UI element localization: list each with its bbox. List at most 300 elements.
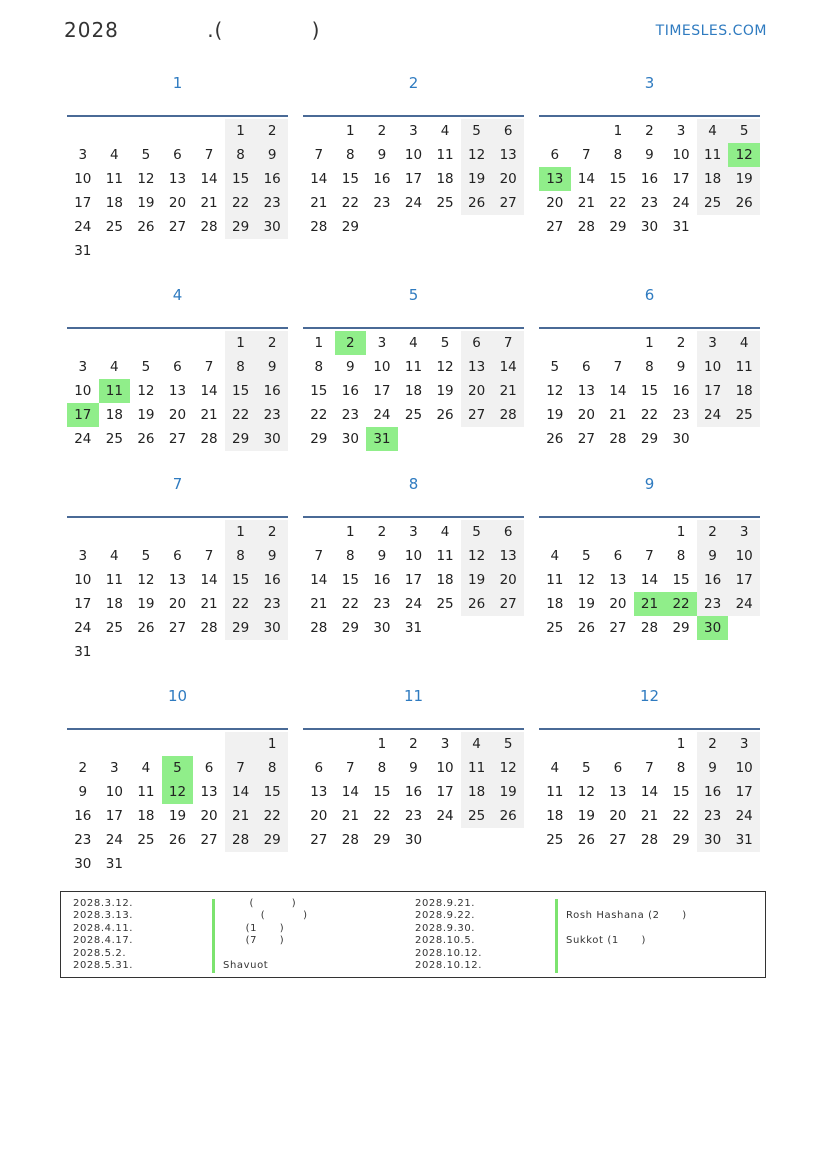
day-cell: 26 xyxy=(168,832,187,848)
day-cell: 8 xyxy=(645,359,654,375)
day-cell: 24 xyxy=(74,219,92,235)
day-cell: 16 xyxy=(404,784,423,800)
day-cell: 19 xyxy=(577,596,595,612)
empty-cell xyxy=(130,852,162,876)
day-cell: 22 xyxy=(256,804,288,828)
day-cell: 4 xyxy=(110,548,119,564)
day-cell: 8 xyxy=(346,147,355,163)
day-cell: 6 xyxy=(613,548,623,564)
empty-cell xyxy=(162,520,194,544)
day-cell: 19 xyxy=(577,808,595,824)
day-cell: 7 xyxy=(204,147,214,163)
day-cell: 7 xyxy=(346,760,355,776)
day-cell: 18 xyxy=(137,808,155,824)
day-cell: 10 xyxy=(74,171,92,187)
day-cell: 1 xyxy=(346,123,355,139)
day-cell: 28 xyxy=(577,219,595,235)
day-cell: 13 xyxy=(168,383,187,399)
day-cell: 9 xyxy=(377,147,387,163)
day-cell: 14 xyxy=(310,171,328,187)
day-cell: 10 xyxy=(672,147,690,163)
empty-cell xyxy=(162,852,194,876)
empty-cell xyxy=(539,119,571,143)
day-cell: 1 xyxy=(613,123,623,139)
day-cell: 27 xyxy=(200,832,218,848)
day-cell: 24 xyxy=(404,596,423,612)
day-cell: 7 xyxy=(492,331,524,355)
day-cell: 17 xyxy=(728,780,760,804)
day-cell: 8 xyxy=(225,355,257,379)
day-cell: 5 xyxy=(461,119,493,143)
empty-cell xyxy=(162,640,194,664)
holiday-day-cell: 13 xyxy=(539,167,571,191)
empty-cell xyxy=(130,119,162,143)
month-6 xyxy=(539,285,760,447)
day-cell: 14 xyxy=(200,383,218,399)
day-cell: 24 xyxy=(728,592,760,616)
day-cell: 29 xyxy=(310,431,328,447)
empty-cell xyxy=(634,520,666,544)
day-cell: 29 xyxy=(341,620,359,636)
day-cell: 2 xyxy=(256,119,288,143)
day-cell: 27 xyxy=(310,832,328,848)
month-days-grid xyxy=(539,327,760,451)
day-cell: 20 xyxy=(168,596,187,612)
day-cell: 23 xyxy=(640,195,659,211)
day-cell: 3 xyxy=(728,520,760,544)
legend-holiday-name: ( ) xyxy=(223,898,297,909)
day-cell: 21 xyxy=(200,596,218,612)
day-cell: 15 xyxy=(609,171,627,187)
day-cell: 10 xyxy=(404,147,423,163)
day-cell: 9 xyxy=(645,147,654,163)
day-cell: 27 xyxy=(609,620,627,636)
day-cell: 6 xyxy=(173,359,182,375)
day-cell: 22 xyxy=(609,195,627,211)
empty-cell xyxy=(193,732,225,756)
empty-cell xyxy=(225,239,257,263)
day-cell: 4 xyxy=(440,524,450,540)
day-cell: 16 xyxy=(373,171,391,187)
day-cell: 21 xyxy=(341,808,359,824)
day-cell: 25 xyxy=(436,596,454,612)
day-cell: 30 xyxy=(640,219,659,235)
day-cell: 30 xyxy=(341,431,359,447)
month-name: 8 xyxy=(408,475,419,493)
day-cell: 5 xyxy=(141,147,151,163)
day-cell: 20 xyxy=(609,596,627,612)
day-cell: 11 xyxy=(105,171,123,187)
day-cell: 29 xyxy=(225,215,257,239)
day-cell: 12 xyxy=(577,572,595,588)
day-cell: 16 xyxy=(697,780,729,804)
empty-cell xyxy=(193,239,225,263)
day-cell: 14 xyxy=(310,572,328,588)
day-cell: 19 xyxy=(137,596,155,612)
empty-cell xyxy=(602,520,634,544)
day-cell: 2 xyxy=(697,732,729,756)
month-name: 7 xyxy=(172,475,183,493)
day-cell: 30 xyxy=(404,832,423,848)
day-cell: 25 xyxy=(436,195,454,211)
day-cell: 6 xyxy=(173,147,182,163)
holiday-day-cell: 2 xyxy=(335,331,367,355)
legend-holiday-name: Sukkot (1 ) xyxy=(566,935,646,947)
day-cell: 2 xyxy=(377,123,387,139)
day-cell: 15 xyxy=(672,784,690,800)
empty-cell xyxy=(225,640,257,664)
day-cell: 25 xyxy=(105,620,123,636)
empty-cell xyxy=(130,239,162,263)
day-cell: 9 xyxy=(697,756,729,780)
day-cell: 19 xyxy=(492,780,524,804)
empty-cell xyxy=(130,520,162,544)
day-cell: 4 xyxy=(550,760,560,776)
day-cell: 30 xyxy=(256,215,288,239)
day-cell: 30 xyxy=(697,828,729,852)
day-cell: 11 xyxy=(137,784,155,800)
day-cell: 20 xyxy=(168,407,187,423)
day-cell: 26 xyxy=(137,620,155,636)
day-cell: 8 xyxy=(256,756,288,780)
empty-cell xyxy=(461,828,493,852)
day-cell: 11 xyxy=(546,572,564,588)
empty-cell xyxy=(256,640,288,664)
day-cell: 31 xyxy=(105,856,123,872)
day-cell: 5 xyxy=(550,359,560,375)
day-cell: 17 xyxy=(728,568,760,592)
day-cell: 8 xyxy=(225,544,257,568)
day-cell: 22 xyxy=(640,407,659,423)
day-cell: 5 xyxy=(141,548,151,564)
empty-cell xyxy=(571,331,603,355)
month-days-grid xyxy=(539,728,760,852)
day-cell: 1 xyxy=(256,732,288,756)
day-cell: 26 xyxy=(577,832,595,848)
day-cell: 18 xyxy=(461,780,493,804)
day-cell: 14 xyxy=(200,572,218,588)
day-cell: 17 xyxy=(404,171,423,187)
day-cell: 30 xyxy=(373,620,391,636)
day-cell: 10 xyxy=(697,355,729,379)
empty-cell xyxy=(99,239,131,263)
day-cell: 27 xyxy=(492,191,524,215)
day-cell: 20 xyxy=(577,407,595,423)
day-cell: 18 xyxy=(436,171,454,187)
day-cell: 27 xyxy=(546,219,564,235)
day-cell: 21 xyxy=(225,804,257,828)
day-cell: 26 xyxy=(137,431,155,447)
day-cell: 28 xyxy=(200,431,218,447)
holiday-day-cell: 30 xyxy=(697,616,729,640)
empty-cell xyxy=(162,119,194,143)
day-cell: 26 xyxy=(492,804,524,828)
empty-cell xyxy=(366,215,398,239)
day-cell: 25 xyxy=(728,403,760,427)
day-cell: 12 xyxy=(137,572,155,588)
day-cell: 10 xyxy=(74,572,92,588)
month-name: 10 xyxy=(167,687,188,705)
legend-holiday-name: (1 ) xyxy=(223,922,285,934)
empty-cell xyxy=(99,732,131,756)
day-cell: 15 xyxy=(672,572,690,588)
day-cell: 9 xyxy=(256,355,288,379)
day-cell: 12 xyxy=(577,784,595,800)
day-cell: 14 xyxy=(640,572,659,588)
day-cell: 3 xyxy=(697,331,729,355)
day-cell: 12 xyxy=(492,756,524,780)
day-cell: 17 xyxy=(697,379,729,403)
month-days-grid xyxy=(67,728,288,876)
day-cell: 16 xyxy=(256,167,288,191)
day-cell: 13 xyxy=(310,784,328,800)
day-cell: 9 xyxy=(377,548,387,564)
day-cell: 22 xyxy=(310,407,328,423)
empty-cell xyxy=(162,331,194,355)
day-cell: 17 xyxy=(672,171,690,187)
day-cell: 31 xyxy=(728,828,760,852)
day-cell: 27 xyxy=(577,431,595,447)
day-cell: 2 xyxy=(409,736,418,752)
day-cell: 31 xyxy=(404,620,423,636)
empty-cell xyxy=(398,215,430,239)
holiday-legend xyxy=(60,891,766,978)
day-cell: 21 xyxy=(200,195,218,211)
day-cell: 30 xyxy=(672,431,690,447)
day-cell: 21 xyxy=(640,808,659,824)
empty-cell xyxy=(67,331,99,355)
day-cell: 12 xyxy=(137,383,155,399)
empty-cell xyxy=(162,239,194,263)
day-cell: 10 xyxy=(74,383,92,399)
day-cell: 8 xyxy=(314,359,324,375)
day-cell: 29 xyxy=(672,620,690,636)
day-cell: 3 xyxy=(78,147,88,163)
empty-cell xyxy=(99,331,131,355)
day-cell: 14 xyxy=(225,780,257,804)
day-cell: 20 xyxy=(492,568,524,592)
day-cell: 13 xyxy=(200,784,218,800)
day-cell: 7 xyxy=(225,756,257,780)
empty-cell xyxy=(571,732,603,756)
day-cell: 21 xyxy=(310,195,328,211)
day-cell: 28 xyxy=(640,620,659,636)
empty-cell xyxy=(728,427,760,451)
day-cell: 5 xyxy=(440,335,450,351)
day-cell: 3 xyxy=(78,548,88,564)
day-cell: 5 xyxy=(141,359,151,375)
day-cell: 23 xyxy=(404,808,423,824)
day-cell: 1 xyxy=(676,524,686,540)
day-cell: 2 xyxy=(697,520,729,544)
day-cell: 22 xyxy=(341,596,359,612)
day-cell: 23 xyxy=(672,407,690,423)
empty-cell xyxy=(492,616,524,640)
empty-cell xyxy=(429,616,461,640)
day-cell: 18 xyxy=(105,407,123,423)
day-cell: 20 xyxy=(461,379,493,403)
day-cell: 17 xyxy=(373,383,391,399)
holiday-day-cell: 21 xyxy=(634,592,666,616)
day-cell: 19 xyxy=(168,808,187,824)
day-cell: 2 xyxy=(256,520,288,544)
legend-date: 2028.10.5. xyxy=(415,935,476,947)
day-cell: 26 xyxy=(577,620,595,636)
day-cell: 29 xyxy=(672,832,690,848)
month-7 xyxy=(67,474,288,660)
month-11 xyxy=(303,686,524,848)
day-cell: 3 xyxy=(728,732,760,756)
empty-cell xyxy=(728,215,760,239)
day-cell: 28 xyxy=(609,431,627,447)
day-cell: 23 xyxy=(256,403,288,427)
day-cell: 31 xyxy=(74,644,92,660)
day-cell: 4 xyxy=(461,732,493,756)
day-cell: 19 xyxy=(546,407,564,423)
day-cell: 23 xyxy=(74,832,92,848)
empty-cell xyxy=(429,427,461,451)
empty-cell xyxy=(193,640,225,664)
day-cell: 2 xyxy=(645,123,654,139)
day-cell: 22 xyxy=(225,592,257,616)
day-cell: 27 xyxy=(492,592,524,616)
day-cell: 11 xyxy=(728,355,760,379)
empty-cell xyxy=(602,732,634,756)
empty-cell xyxy=(634,732,666,756)
day-cell: 5 xyxy=(582,760,591,776)
empty-cell xyxy=(429,215,461,239)
day-cell: 17 xyxy=(74,596,92,612)
empty-cell xyxy=(256,239,288,263)
day-cell: 11 xyxy=(697,143,729,167)
day-cell: 25 xyxy=(137,832,155,848)
day-cell: 27 xyxy=(609,832,627,848)
legend-date: 2028.5.31. xyxy=(73,960,134,971)
day-cell: 28 xyxy=(200,219,218,235)
day-cell: 19 xyxy=(436,383,454,399)
month-2 xyxy=(303,73,524,235)
day-cell: 22 xyxy=(225,403,257,427)
day-cell: 30 xyxy=(256,427,288,451)
day-cell: 9 xyxy=(697,544,729,568)
empty-cell xyxy=(539,520,571,544)
day-cell: 17 xyxy=(436,784,454,800)
day-cell: 24 xyxy=(672,195,690,211)
day-cell: 13 xyxy=(492,544,524,568)
empty-cell xyxy=(492,828,524,852)
empty-cell xyxy=(461,427,493,451)
day-cell: 6 xyxy=(550,147,560,163)
day-cell: 3 xyxy=(110,760,119,776)
legend-date: 2028.3.12. xyxy=(73,898,134,909)
day-cell: 3 xyxy=(78,359,88,375)
legend-date: 2028.4.11. xyxy=(73,922,134,934)
empty-cell xyxy=(67,732,99,756)
day-cell: 8 xyxy=(225,143,257,167)
day-cell: 26 xyxy=(137,219,155,235)
day-cell: 28 xyxy=(640,832,659,848)
empty-cell xyxy=(461,215,493,239)
day-cell: 16 xyxy=(373,572,391,588)
day-cell: 2 xyxy=(256,331,288,355)
empty-cell xyxy=(130,331,162,355)
day-cell: 26 xyxy=(461,592,493,616)
month-name: 3 xyxy=(644,74,655,92)
day-cell: 1 xyxy=(645,335,654,351)
holiday-day-cell: 11 xyxy=(99,379,131,403)
day-cell: 29 xyxy=(225,616,257,640)
day-cell: 18 xyxy=(728,379,760,403)
day-cell: 25 xyxy=(461,804,493,828)
day-cell: 18 xyxy=(105,195,123,211)
day-cell: 2 xyxy=(377,524,387,540)
empty-cell xyxy=(697,215,729,239)
day-cell: 31 xyxy=(672,219,690,235)
empty-cell xyxy=(130,640,162,664)
day-cell: 24 xyxy=(404,195,423,211)
day-cell: 29 xyxy=(341,219,359,235)
day-cell: 28 xyxy=(341,832,359,848)
site-logo: TIMESLES.COM xyxy=(655,23,767,39)
day-cell: 24 xyxy=(74,431,92,447)
day-cell: 11 xyxy=(436,548,454,564)
day-cell: 8 xyxy=(676,548,686,564)
day-cell: 4 xyxy=(110,359,119,375)
day-cell: 19 xyxy=(137,407,155,423)
month-days-grid xyxy=(303,516,524,640)
day-cell: 15 xyxy=(256,780,288,804)
day-cell: 30 xyxy=(256,616,288,640)
legend-date: 2028.4.17. xyxy=(73,935,134,947)
day-cell: 28 xyxy=(200,620,218,636)
day-cell: 4 xyxy=(697,119,729,143)
day-cell: 7 xyxy=(645,548,654,564)
day-cell: 16 xyxy=(341,383,359,399)
day-cell: 16 xyxy=(256,568,288,592)
day-cell: 15 xyxy=(373,784,391,800)
empty-cell xyxy=(303,520,335,544)
day-cell: 23 xyxy=(341,407,359,423)
legend-marker-bar xyxy=(212,899,215,973)
legend-date: 2028.9.22. xyxy=(415,910,476,922)
month-days-grid xyxy=(539,115,760,239)
day-cell: 11 xyxy=(436,147,454,163)
day-cell: 10 xyxy=(436,760,454,776)
day-cell: 12 xyxy=(436,359,454,375)
holiday-day-cell: 12 xyxy=(162,780,194,804)
day-cell: 25 xyxy=(404,407,423,423)
day-cell: 23 xyxy=(373,195,391,211)
day-cell: 4 xyxy=(409,335,418,351)
day-cell: 20 xyxy=(200,808,218,824)
empty-cell xyxy=(697,427,729,451)
day-cell: 16 xyxy=(672,383,690,399)
day-cell: 25 xyxy=(697,191,729,215)
day-cell: 20 xyxy=(168,195,187,211)
day-cell: 24 xyxy=(74,620,92,636)
day-cell: 17 xyxy=(105,808,123,824)
day-cell: 6 xyxy=(314,760,324,776)
day-cell: 13 xyxy=(461,355,493,379)
legend-marker-bar xyxy=(555,899,558,973)
day-cell: 16 xyxy=(640,171,659,187)
legend-date: 2028.9.30. xyxy=(415,922,476,934)
day-cell: 7 xyxy=(582,147,591,163)
day-cell: 7 xyxy=(314,548,324,564)
day-cell: 6 xyxy=(613,760,623,776)
day-cell: 5 xyxy=(461,520,493,544)
month-4 xyxy=(67,285,288,447)
